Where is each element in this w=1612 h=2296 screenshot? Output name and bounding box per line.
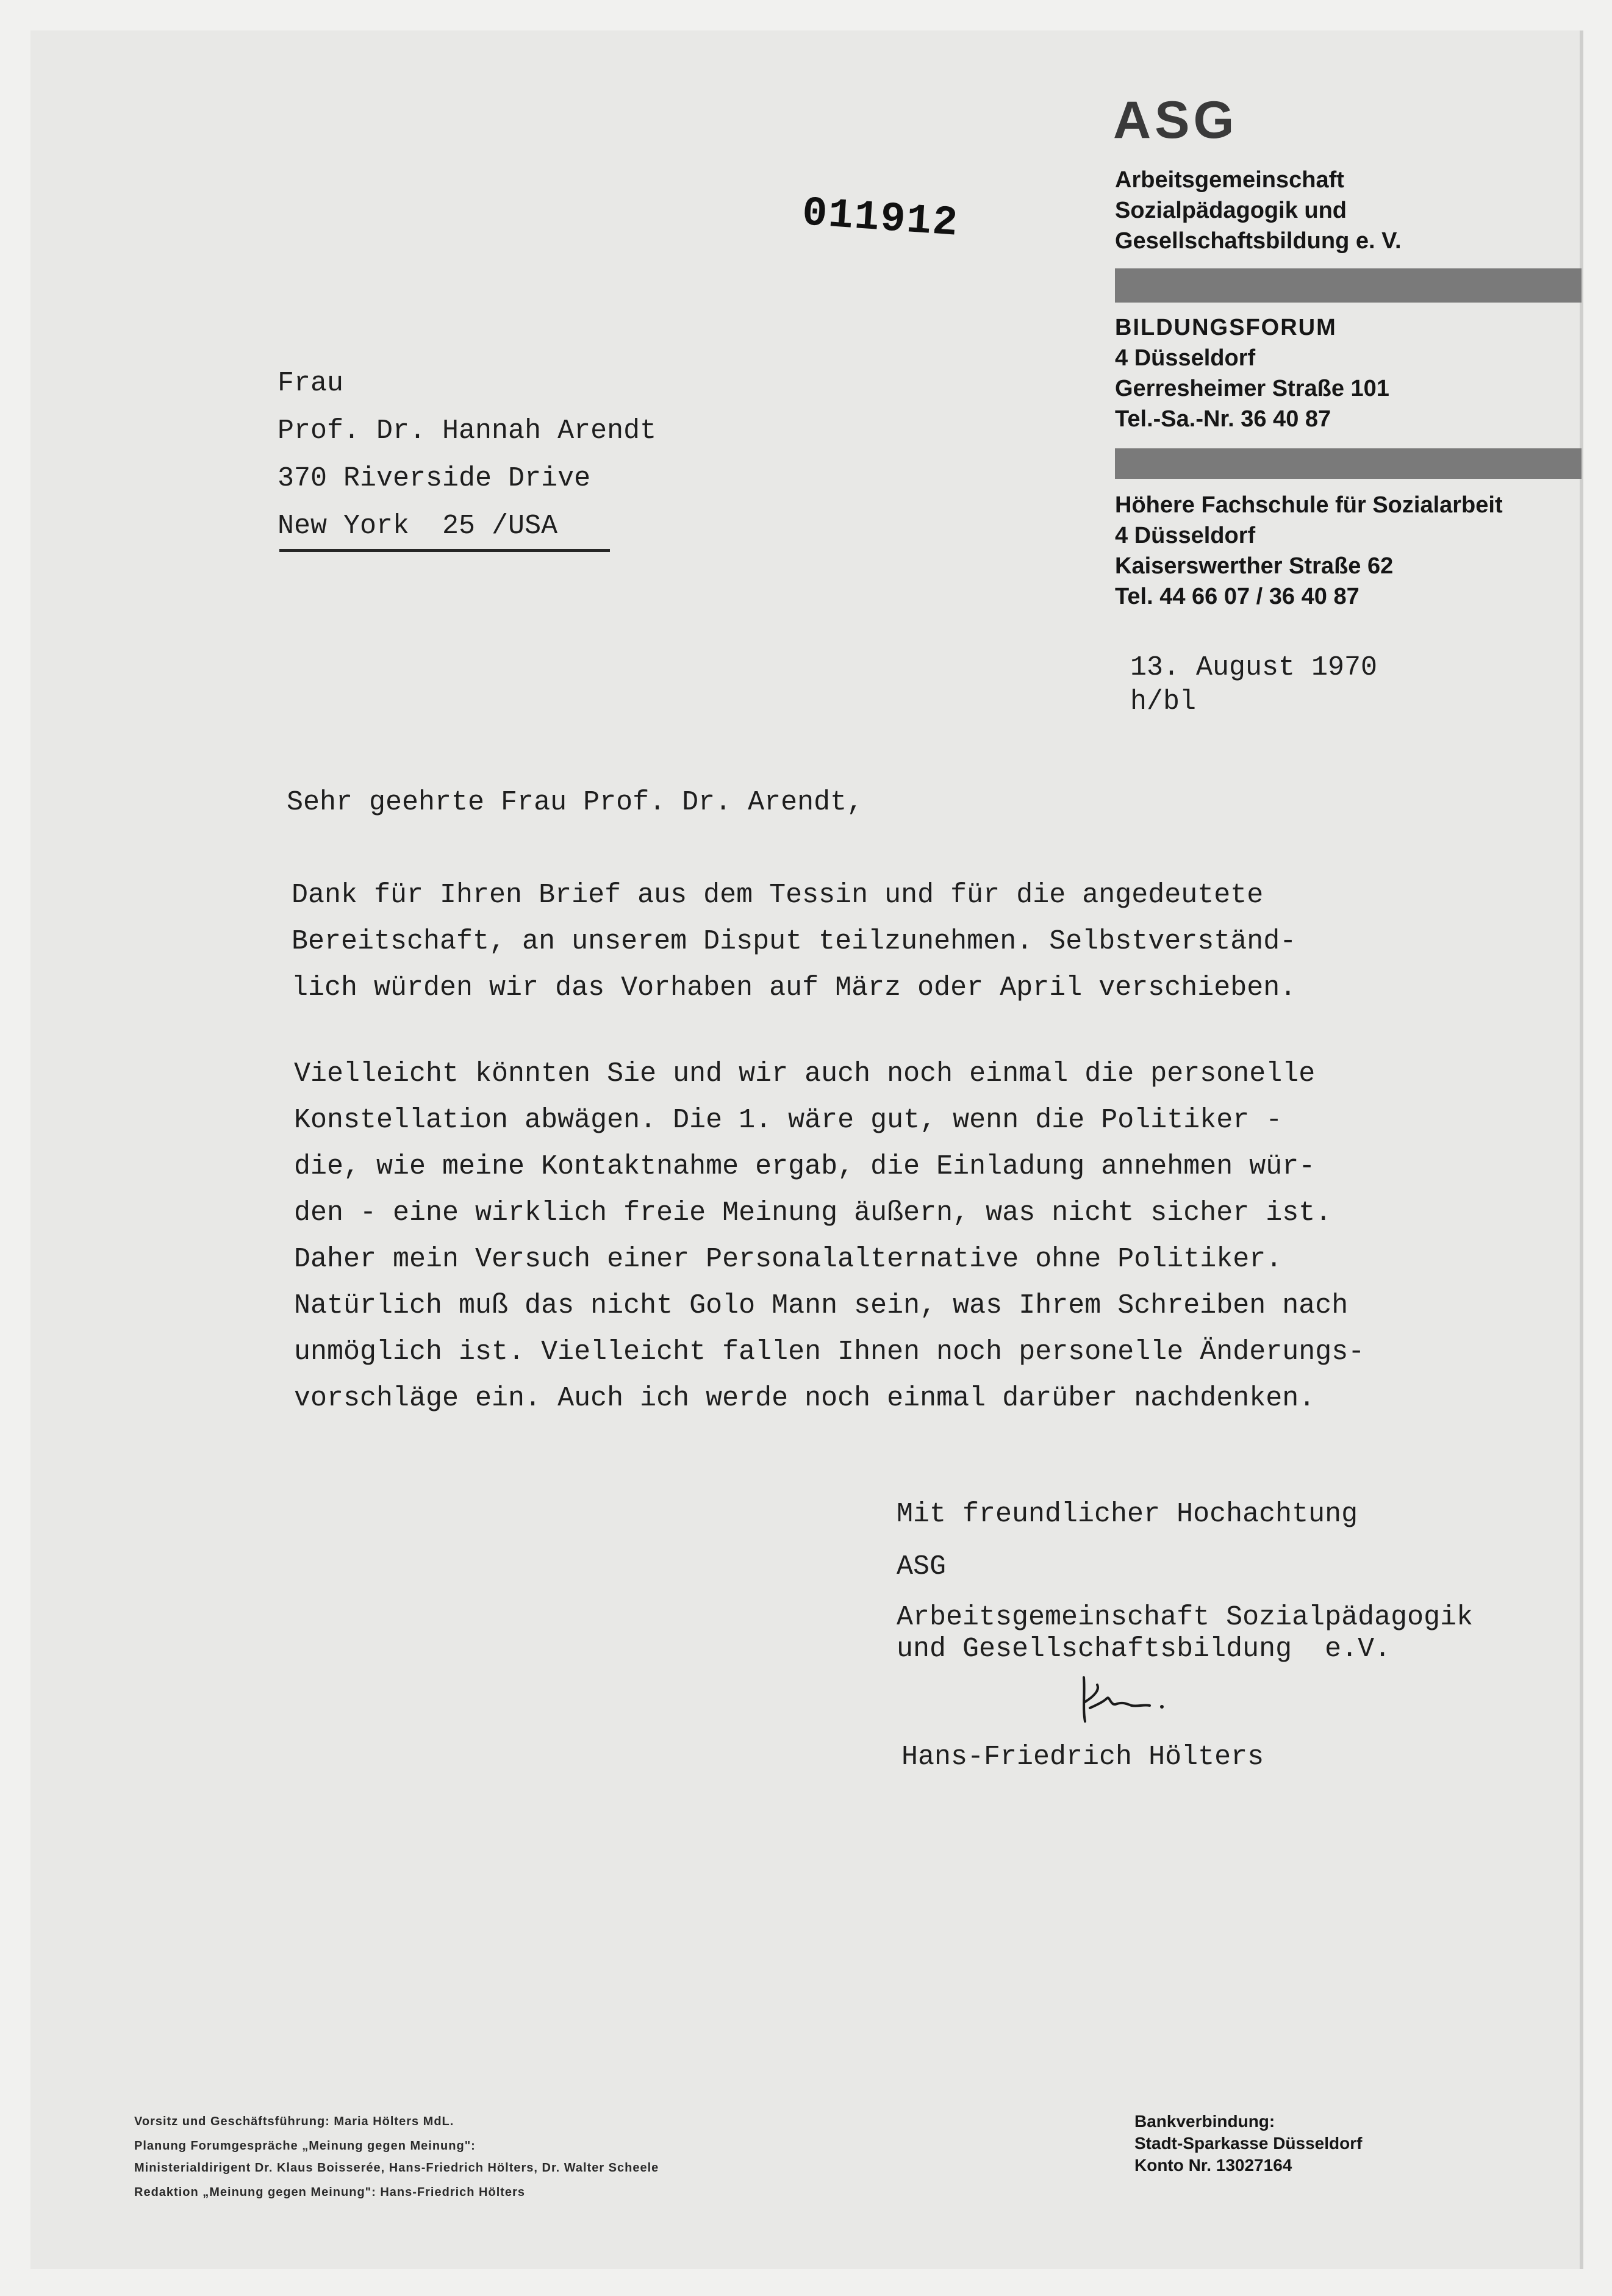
footer-bank-info xyxy=(1134,2111,1362,2176)
body-line: Bereitschaft, an unserem Disput teilzunehmen. Selbstverständ- xyxy=(292,926,1297,957)
date-block xyxy=(1130,651,1377,719)
forum-title: BILDUNGSFORUM xyxy=(1115,315,1337,340)
forum-street: Gerresheimer Straße 101 xyxy=(1115,376,1389,401)
school-phone: Tel. 44 66 07 / 36 40 87 xyxy=(1115,584,1359,609)
recipient-line: Prof. Dr. Hannah Arendt xyxy=(278,415,657,447)
salutation: Sehr geehrte Frau Prof. Dr. Arendt, xyxy=(287,787,864,818)
footer-line: Redaktion „Meinung gegen Meinung": Hans-Friedrich Hölters xyxy=(134,2186,525,2199)
handwritten-signature xyxy=(1076,1671,1198,1726)
archive-stamp-number: 011912 xyxy=(800,190,961,248)
body-line: unmöglich ist. Vielleicht fallen Ihnen noch personelle Änderungs- xyxy=(294,1336,1365,1368)
body-line: Vielleicht könnten Sie und wir auch noch einmal die personelle xyxy=(294,1058,1316,1089)
letterhead-divider-bar xyxy=(1115,268,1582,303)
letterhead-divider-bar xyxy=(1115,448,1582,479)
footer-line: Vorsitz und Geschäftsführung: Maria Hölters MdL. xyxy=(134,2115,454,2128)
org-name-line: Arbeitsgemeinschaft xyxy=(1115,167,1344,193)
recipient-line: 370 Riverside Drive xyxy=(278,463,591,494)
body-paragraph-1 xyxy=(292,872,1296,1011)
recipient-line: New York 25 /USA xyxy=(278,511,558,542)
reference-code: h/bl xyxy=(1130,686,1197,717)
body-line: Natürlich muß das nicht Golo Mann sein, was Ihrem Schreiben nach xyxy=(294,1290,1349,1321)
address-underline xyxy=(279,549,610,552)
body-line: den - eine wirklich freie Meinung äußern, was nicht sicher ist. xyxy=(294,1197,1332,1229)
forum-phone: Tel.-Sa.-Nr. 36 40 87 xyxy=(1115,406,1331,432)
body-line: die, wie meine Kontaktnahme ergab, die Einladung annehmen wür- xyxy=(294,1151,1316,1182)
letter-date: 13. August 1970 xyxy=(1130,652,1378,683)
forum-city: 4 Düsseldorf xyxy=(1115,345,1256,371)
forum-address-block xyxy=(1115,312,1389,434)
bank-line: Konto Nr. 13027164 xyxy=(1134,2156,1292,2175)
closing-line: Arbeitsgemeinschaft Sozialpädagogik xyxy=(897,1602,1474,1633)
body-paragraph-2 xyxy=(294,1051,1364,1422)
signer-name: Hans-Friedrich Hölters xyxy=(901,1742,1264,1773)
body-line: lich würden wir das Vorhaben auf März oder April verschieben. xyxy=(292,972,1297,1003)
org-name-line: Gesellschaftsbildung e. V. xyxy=(1115,228,1402,254)
asg-logo: ASG xyxy=(1113,91,1238,149)
recipient-line: Frau xyxy=(278,368,344,399)
closing-line: Mit freundlicher Hochachtung xyxy=(897,1499,1358,1530)
body-line: Dank für Ihren Brief aus dem Tessin und für die angedeutete xyxy=(292,880,1264,911)
closing-line: und Gesellschaftsbildung e.V. xyxy=(897,1634,1391,1665)
body-line: vorschläge ein. Auch ich werde noch einmal darüber nachdenken. xyxy=(294,1383,1316,1414)
footer-line: Planung Forumgespräche „Meinung gegen Meinung": xyxy=(134,2139,476,2153)
footer-line: Ministerialdirigent Dr. Klaus Boisserée, Hans-Friedrich Hölters, Dr. Walter Scheele xyxy=(134,2161,659,2175)
school-city: 4 Düsseldorf xyxy=(1115,523,1256,548)
body-line: Konstellation abwägen. Die 1. wäre gut, wenn die Politiker - xyxy=(294,1105,1283,1136)
closing-block xyxy=(897,1488,1473,1665)
recipient-address xyxy=(278,360,656,550)
body-line: Daher mein Versuch einer Personalalternative ohne Politiker. xyxy=(294,1244,1283,1275)
bank-line: Stadt-Sparkasse Düsseldorf xyxy=(1134,2134,1363,2153)
school-title: Höhere Fachschule für Sozialarbeit xyxy=(1115,492,1503,518)
bank-line: Bankverbindung: xyxy=(1134,2112,1275,2131)
closing-line: ASG xyxy=(897,1551,947,1582)
school-street: Kaiserswerther Straße 62 xyxy=(1115,553,1394,579)
org-name-line: Sozialpädagogik und xyxy=(1115,198,1347,223)
org-name xyxy=(1115,165,1402,256)
footer-board-info xyxy=(134,2111,659,2203)
school-address-block xyxy=(1115,490,1503,612)
